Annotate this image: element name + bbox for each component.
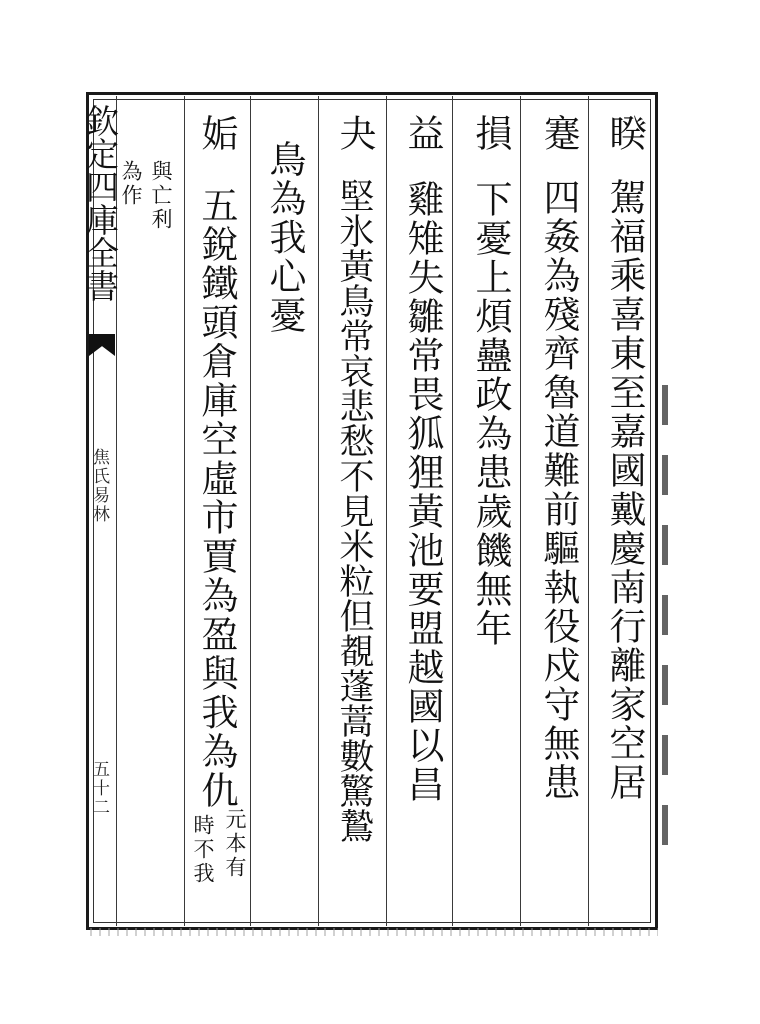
column-head: 蹇 xyxy=(537,114,580,151)
column-text: 四姦為殘齊魯道難前驅執役戍守無患 xyxy=(537,178,580,802)
annotation-note: 為作 xyxy=(119,160,143,208)
column-head: 損 xyxy=(469,114,512,151)
column-text: 鳥為我心憂 xyxy=(263,140,306,335)
column-text: 雞雉失雛常畏狐狸黃池要盟越國以昌 xyxy=(401,180,444,804)
column-text: 堅氷黃鳥常哀悲愁不見米粒但覩蓬蒿數驚鷙 xyxy=(334,178,374,843)
page-number: 五十二 xyxy=(89,760,109,817)
annotation-note: 與亡利 xyxy=(149,160,173,232)
book-title: 欽定四庫全書 xyxy=(81,104,120,302)
column-head: 益 xyxy=(401,114,444,151)
scan-edge-mark xyxy=(662,385,668,855)
column-text: 下憂上煩蠱政為患歲饑無年 xyxy=(469,180,512,648)
column-divider xyxy=(452,96,453,926)
column-head: 夬 xyxy=(333,114,376,151)
column-divider xyxy=(318,96,319,926)
column-head: 睽 xyxy=(603,114,646,151)
scan-bottom-noise xyxy=(90,928,658,936)
work-title: 焦氏易林 xyxy=(89,448,109,524)
column-divider xyxy=(250,96,251,926)
annotation-note: 時不我 xyxy=(191,814,215,886)
column-head: 姤 xyxy=(195,114,238,151)
column-text: 駕福乘喜東至嘉國戴慶南行離家空居 xyxy=(603,178,646,802)
column-divider xyxy=(588,96,589,926)
column-divider xyxy=(184,96,185,926)
annotation-note: 元本有 xyxy=(223,808,247,880)
column-divider xyxy=(520,96,521,926)
column-divider xyxy=(386,96,387,926)
column-text: 五銳鐵頭倉庫空虛市賈為盈與我為仇 xyxy=(195,186,238,810)
